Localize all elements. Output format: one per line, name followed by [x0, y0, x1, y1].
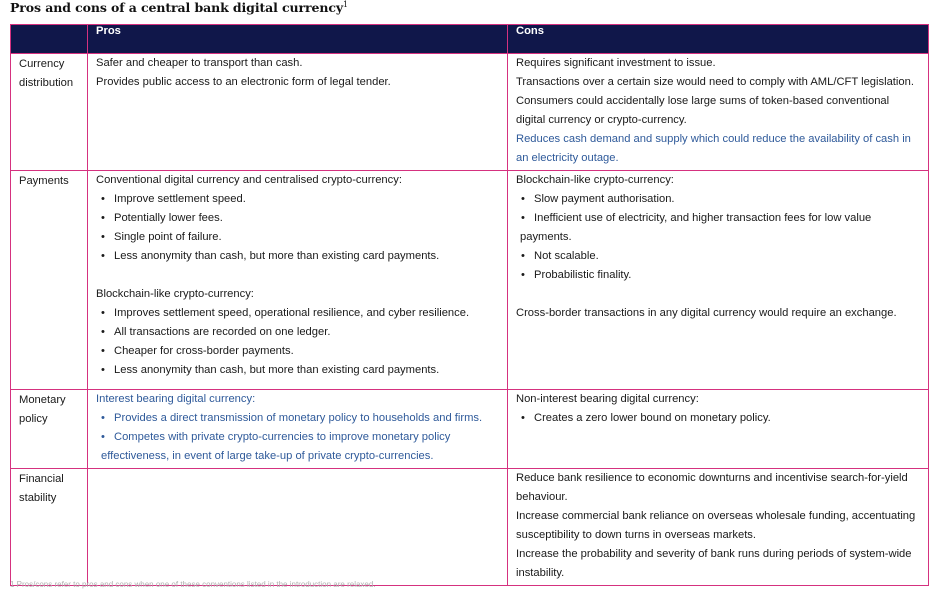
bullet-icon: • [101, 193, 105, 205]
bullet-icon: • [521, 193, 525, 205]
list-item-text: Probabilistic finality. [534, 269, 632, 281]
list-item [516, 409, 924, 428]
bullet-icon: • [101, 345, 105, 357]
table-row-payments [11, 171, 929, 390]
cons-text: Transactions over a certain size would need to comply with AML/CFT legislation. [516, 76, 914, 88]
table-row-monetary-policy [11, 390, 929, 469]
group-heading: Non-interest bearing digital currency: [516, 393, 699, 405]
cons-cell-monetary-policy [508, 390, 929, 469]
cons-cell-financial-stability [508, 469, 929, 586]
list-item-text: Cheaper for cross-border payments. [114, 345, 294, 357]
group-heading: Blockchain-like crypto-currency: [516, 174, 674, 186]
cons-cell-currency-distribution [508, 54, 929, 171]
row-label-line: Payments [19, 175, 69, 187]
list-item-text: Single point of failure. [114, 231, 222, 243]
bullet-icon: • [521, 269, 525, 281]
table-header-row [11, 25, 929, 54]
list-item-continuation: effectiveness, in event of large take-up of private crypto-currencies. [101, 450, 434, 462]
cons-text: Requires significant investment to issue. [516, 57, 716, 69]
bullet-icon: • [101, 212, 105, 224]
cons-text: susceptibility to down turns in overseas markets. [516, 529, 757, 541]
list-item-text: Provides a direct transmission of monetary policy to households and firms. [114, 412, 483, 424]
row-label-line: policy [19, 413, 48, 425]
list-item-text: Less anonymity than cash, but more than existing card payments. [114, 364, 440, 376]
pros-cons-table [10, 24, 929, 586]
list-item [96, 409, 503, 428]
list-item [96, 190, 503, 209]
row-label-line: Monetary [19, 394, 66, 406]
header-pros: Pros [88, 25, 508, 54]
list-item-text: All transactions are recorded on one ledger. [114, 326, 331, 338]
list-item [96, 428, 503, 447]
list-item [96, 247, 503, 266]
row-label-line: stability [19, 492, 57, 504]
pros-text: Safer and cheaper to transport than cash. [96, 57, 303, 69]
row-label-currency-distribution [11, 54, 88, 171]
pros-cell-financial-stability [88, 469, 508, 586]
cons-text: Cross-border transactions in any digital currency would require an exchange. [516, 307, 897, 319]
cons-text: behaviour. [516, 491, 568, 503]
list-item [516, 266, 924, 285]
bullet-icon: • [101, 412, 105, 424]
list-item [516, 247, 924, 266]
row-label-line: distribution [19, 77, 74, 89]
cons-text: instability. [516, 567, 565, 579]
list-item-text: Inefficient use of electricity, and higher transaction fees for low value [534, 212, 872, 224]
row-label-line: Currency [19, 58, 65, 70]
cons-text-highlight: Reduces cash demand and supply which could reduce the availability of cash in [516, 133, 911, 145]
list-item-text: Creates a zero lower bound on monetary policy. [534, 412, 771, 424]
list-item-text: Improve settlement speed. [114, 193, 246, 205]
table-row-currency-distribution [11, 54, 929, 171]
header-cons: Cons [508, 25, 929, 54]
cons-text: Increase the probability and severity of bank runs during periods of system-wide [516, 548, 912, 560]
bullet-icon: • [521, 412, 525, 424]
list-item-text: Potentially lower fees. [114, 212, 223, 224]
row-label-financial-stability [11, 469, 88, 586]
list-item-text: Not scalable. [534, 250, 599, 262]
header-corner [11, 25, 88, 54]
bullet-icon: • [101, 307, 105, 319]
table-title: Pros and cons of a central bank digital currency$^1$ [10, 0, 349, 16]
bullet-icon: • [101, 431, 105, 443]
table-row-financial-stability [11, 469, 929, 586]
footnote: 1 Pros/cons refer to pros and cons when one of these conventions listed in the introduction are relaxed. [10, 580, 376, 589]
cons-text: Consumers could accidentally lose large sums of token-based conventional [516, 95, 890, 107]
bullet-icon: • [521, 250, 525, 262]
pros-cell-currency-distribution [88, 54, 508, 171]
bullet-icon: • [521, 212, 525, 224]
pros-cell-payments [88, 171, 508, 390]
cons-text: digital currency or crypto-currency. [516, 114, 687, 126]
spacer [516, 285, 924, 304]
bullet-icon: • [101, 326, 105, 338]
list-item [96, 342, 503, 361]
group-heading: Conventional digital currency and centralised crypto-currency: [96, 174, 402, 186]
pros-text: Provides public access to an electronic form of legal tender. [96, 76, 391, 88]
list-item [516, 209, 924, 228]
list-item-text: Competes with private crypto-currencies to improve monetary policy [114, 431, 451, 443]
group-heading: Blockchain-like crypto-currency: [96, 288, 254, 300]
group-heading: Interest bearing digital currency: [96, 393, 256, 405]
list-item-text: Improves settlement speed, operational resilience, and cyber resilience. [114, 307, 470, 319]
list-item [96, 323, 503, 342]
bullet-icon: • [101, 250, 105, 262]
cons-text: Increase commercial bank reliance on overseas wholesale funding, accentuating [516, 510, 916, 522]
row-label-monetary-policy [11, 390, 88, 469]
cons-text-highlight: an electricity outage. [516, 152, 619, 164]
list-item [96, 304, 503, 323]
row-label-payments [11, 171, 88, 390]
spacer [96, 266, 503, 285]
bullet-icon: • [101, 231, 105, 243]
list-item [96, 209, 503, 228]
bullet-icon: • [101, 364, 105, 376]
cons-cell-payments [508, 171, 929, 390]
list-item [96, 228, 503, 247]
list-item-text: Less anonymity than cash, but more than existing card payments. [114, 250, 440, 262]
cons-text: Reduce bank resilience to economic downturns and incentivise search-for-yield [516, 472, 908, 484]
list-item-continuation: payments. [520, 231, 572, 243]
row-label-line: Financial [19, 473, 64, 485]
pros-cell-monetary-policy [88, 390, 508, 469]
list-item [516, 190, 924, 209]
list-item-text: Slow payment authorisation. [534, 193, 675, 205]
list-item [96, 361, 503, 380]
